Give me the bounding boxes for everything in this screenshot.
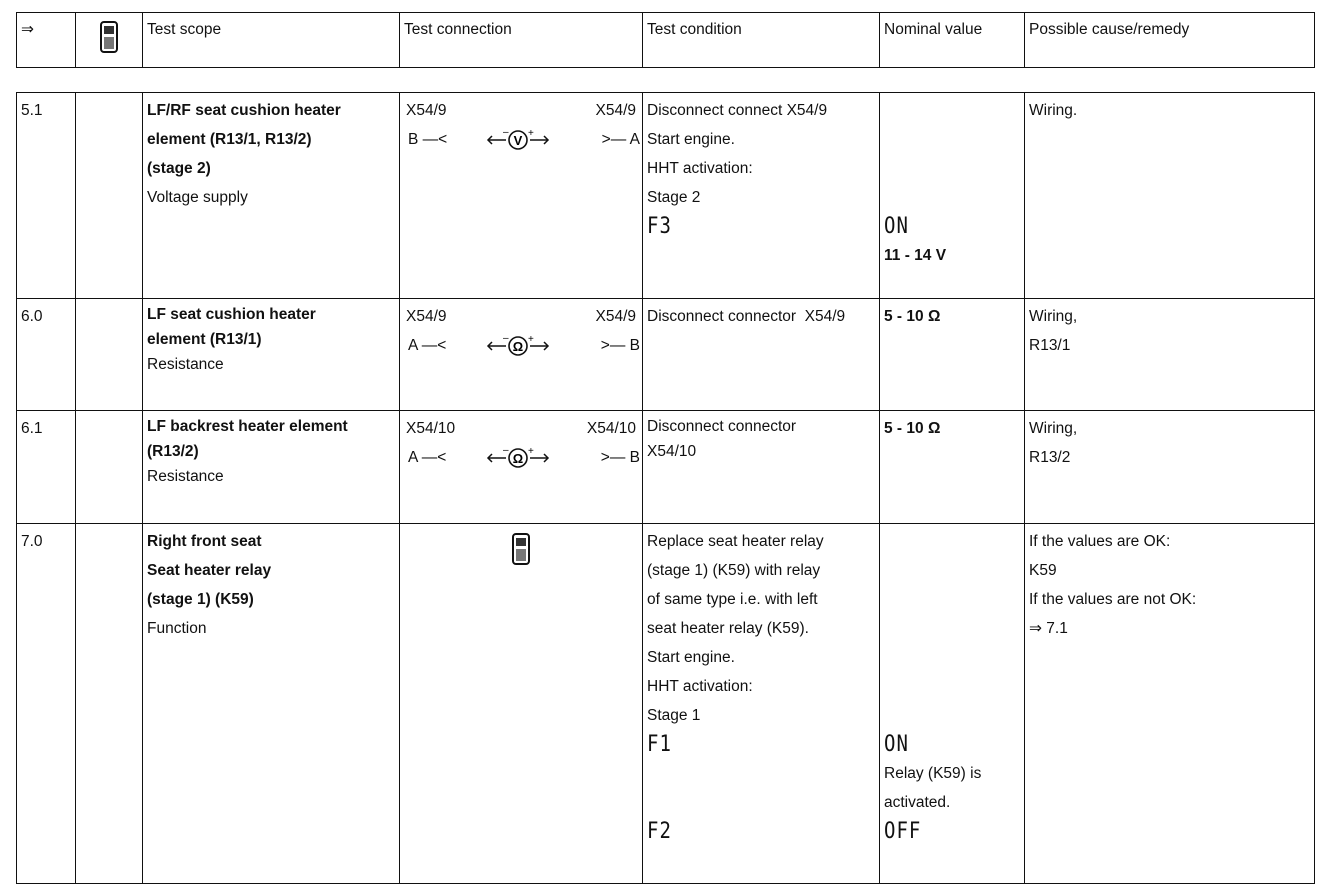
svg-text:Ω: Ω bbox=[512, 339, 524, 354]
tester-cell bbox=[76, 93, 143, 299]
header-nominal-value: Nominal value bbox=[880, 13, 1025, 68]
display-code: ON bbox=[884, 213, 909, 239]
display-code: OFF bbox=[884, 818, 922, 844]
possible-cause: If the values are OK: K59 If the values are not OK: ⇒ 7.1 bbox=[1025, 524, 1315, 884]
svg-text:–: – bbox=[503, 446, 509, 456]
tester-cell bbox=[76, 299, 143, 411]
svg-text:+: + bbox=[528, 128, 534, 139]
display-code: F3 bbox=[647, 213, 672, 239]
svg-text:Ω: Ω bbox=[512, 451, 524, 466]
header-test-scope: Test scope bbox=[143, 13, 400, 68]
pin-right: >— B bbox=[600, 337, 640, 354]
nominal-value: ON 11 - 14 V bbox=[880, 93, 1025, 299]
table-row bbox=[17, 93, 1315, 299]
header-row bbox=[17, 13, 1315, 68]
header-test-connection: Test connection bbox=[400, 13, 643, 68]
display-code: ON bbox=[884, 731, 909, 757]
svg-text:+: + bbox=[528, 334, 534, 345]
nominal-value: 5 - 10 Ω bbox=[880, 411, 1025, 524]
connector-right-label: X54/9 bbox=[595, 308, 636, 325]
connector-left-label: X54/9 bbox=[406, 102, 447, 119]
hht-tester-icon bbox=[511, 533, 531, 565]
connector-left-label: X54/9 bbox=[406, 308, 447, 325]
test-scope: LF backrest heater element (R13/2) Resistance bbox=[143, 411, 400, 524]
pin-left: B —< bbox=[408, 131, 448, 148]
pin-right: >— A bbox=[601, 131, 640, 148]
table-row bbox=[17, 299, 1315, 411]
table-row bbox=[17, 524, 1315, 884]
test-connection bbox=[400, 93, 643, 299]
ohmmeter-icon bbox=[486, 446, 550, 470]
connector-right-label: X54/9 bbox=[595, 102, 636, 119]
voltmeter-icon bbox=[486, 128, 550, 152]
pin-left: A —< bbox=[408, 449, 447, 466]
test-condition: Replace seat heater relay (stage 1) (K59) with relay of same type i.e. with left seat heater relay (K59). Start engine. HHT activation: Stage 1 F1 F2 bbox=[643, 524, 880, 884]
connector-right-label: X54/10 bbox=[586, 420, 636, 437]
step-number: 5.1 bbox=[17, 93, 76, 299]
arrow-label: ⇒ bbox=[21, 21, 34, 38]
ohmmeter-icon bbox=[486, 334, 550, 358]
test-condition: Disconnect connect X54/9 Start engine. HHT activation: Stage 2 F3 bbox=[643, 93, 880, 299]
connector-left-label: X54/10 bbox=[406, 420, 456, 437]
test-condition: Disconnect connector X54/9 bbox=[643, 299, 880, 411]
header-possible-cause: Possible cause/remedy bbox=[1025, 13, 1315, 68]
test-condition: Disconnect connector X54/10 bbox=[643, 411, 880, 524]
header-test-condition: Test condition bbox=[643, 13, 880, 68]
svg-text:V: V bbox=[513, 133, 523, 148]
test-scope: LF seat cushion heater element (R13/1) Resistance bbox=[143, 299, 400, 411]
tester-cell bbox=[76, 524, 143, 884]
header-tester bbox=[76, 13, 143, 68]
hht-tester-icon bbox=[99, 21, 119, 53]
svg-text:–: – bbox=[503, 128, 509, 138]
test-scope: Right front seat Seat heater relay (stage 1) (K59) Function bbox=[143, 524, 400, 884]
svg-text:+: + bbox=[528, 446, 534, 457]
possible-cause: Wiring, R13/1 bbox=[1025, 299, 1315, 411]
display-code: F1 bbox=[647, 731, 672, 757]
tester-cell bbox=[76, 411, 143, 524]
test-scope: LF/RF seat cushion heater element (R13/1, R13/2) (stage 2) Voltage supply bbox=[143, 93, 400, 299]
pin-right: >— B bbox=[600, 449, 640, 466]
possible-cause: Wiring, R13/2 bbox=[1025, 411, 1315, 524]
test-connection bbox=[400, 524, 643, 884]
display-code: F2 bbox=[647, 818, 672, 844]
table-row bbox=[17, 411, 1315, 524]
header-table bbox=[16, 12, 1315, 68]
pin-left: A —< bbox=[408, 337, 447, 354]
step-number: 7.0 bbox=[17, 524, 76, 884]
possible-cause: Wiring. bbox=[1025, 93, 1315, 299]
nominal-value: ON Relay (K59) is activated. OFF bbox=[880, 524, 1025, 884]
test-table bbox=[16, 92, 1315, 884]
nominal-value: 5 - 10 Ω bbox=[880, 299, 1025, 411]
svg-text:–: – bbox=[503, 334, 509, 344]
step-number: 6.0 bbox=[17, 299, 76, 411]
test-connection bbox=[400, 411, 643, 524]
step-number: 6.1 bbox=[17, 411, 76, 524]
test-connection bbox=[400, 299, 643, 411]
header-arrow bbox=[17, 13, 76, 68]
